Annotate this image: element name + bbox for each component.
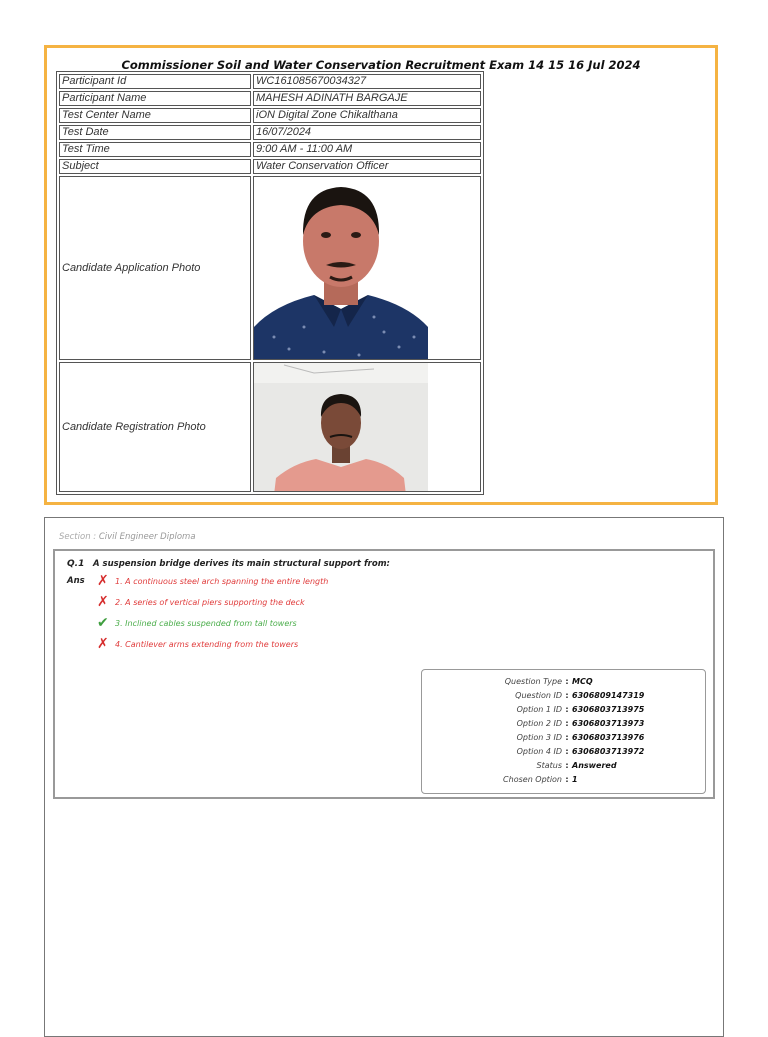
info-label: Test Center Name	[59, 108, 251, 123]
info-label: Test Date	[59, 125, 251, 140]
info-value: MAHESH ADINATH BARGAJE	[253, 91, 481, 106]
meta-label: Option 4 ID	[516, 747, 562, 756]
question-meta-box	[421, 669, 706, 794]
meta-label: Option 1 ID	[516, 705, 562, 714]
application-photo-row	[59, 176, 481, 360]
info-value: WC161085670034327	[253, 74, 481, 89]
meta-row: Option 1 ID : 6306803713975	[422, 705, 707, 719]
section-label	[59, 532, 196, 542]
participant-card	[44, 45, 718, 505]
meta-label: Question ID	[515, 691, 562, 700]
cross-icon: ✗	[97, 573, 109, 589]
section-name: Civil Engineer Diploma	[98, 532, 196, 542]
info-row	[59, 142, 481, 157]
registration-photo-row	[59, 362, 481, 492]
question-text: A suspension bridge derives its main structural support from:	[93, 559, 390, 569]
question-card	[44, 517, 724, 1037]
info-value: iON Digital Zone Chikalthana	[253, 108, 481, 123]
option-text: 1. A continuous steel arch spanning the entire length	[115, 576, 329, 586]
meta-row: Status : Answered	[422, 761, 707, 775]
info-row	[59, 74, 481, 89]
option-text: 2. A series of vertical piers supporting the deck	[115, 597, 305, 607]
meta-value: 6306803713972	[572, 747, 645, 756]
application-photo-label: Candidate Application Photo	[59, 176, 251, 360]
meta-value: 6306803713975	[572, 705, 645, 714]
registration-photo-cell	[253, 362, 481, 492]
info-row	[59, 125, 481, 140]
info-value: Water Conservation Officer	[253, 159, 481, 174]
registration-photo	[254, 363, 428, 492]
check-icon: ✔	[97, 615, 109, 631]
meta-label: Option 2 ID	[516, 719, 562, 728]
meta-label: Chosen Option	[503, 775, 562, 784]
option-text: 3. Inclined cables suspended from tall towers	[115, 618, 297, 628]
section-prefix: Section :	[59, 532, 97, 542]
cross-icon: ✗	[97, 636, 109, 652]
question-panel	[53, 549, 715, 799]
application-photo	[254, 177, 428, 360]
option-text: 4. Cantilever arms extending from the towers	[115, 639, 299, 649]
meta-row: Question Type : MCQ	[422, 677, 707, 691]
meta-row: Chosen Option : 1	[422, 775, 707, 789]
info-value: 9:00 AM - 11:00 AM	[253, 142, 481, 157]
meta-value: 6306809147319	[572, 691, 645, 700]
option-1	[97, 573, 328, 589]
cross-icon: ✗	[97, 594, 109, 610]
info-row	[59, 91, 481, 106]
option-2	[97, 594, 305, 610]
meta-value: 6306803713976	[572, 733, 645, 742]
meta-row: Option 4 ID : 6306803713972	[422, 747, 707, 761]
option-4	[97, 636, 298, 652]
meta-row: Question ID : 6306809147319	[422, 691, 707, 705]
meta-value: 1	[572, 775, 578, 784]
application-photo-cell	[253, 176, 481, 360]
meta-row: Option 2 ID : 6306803713973	[422, 719, 707, 733]
registration-photo-label: Candidate Registration Photo	[59, 362, 251, 492]
meta-label: Status	[536, 761, 562, 770]
info-label: Subject	[59, 159, 251, 174]
meta-row: Option 3 ID : 6306803713976	[422, 733, 707, 747]
option-3	[97, 615, 297, 631]
exam-title: Commissioner Soil and Water Conservation Recruitment Exam 14 15 16 Jul 2024	[121, 58, 641, 72]
meta-label: Question Type	[504, 677, 562, 686]
question-number: Q.1	[67, 559, 85, 569]
info-row	[59, 108, 481, 123]
info-value: 16/07/2024	[253, 125, 481, 140]
participant-info-table	[56, 71, 484, 495]
meta-value: 6306803713973	[572, 719, 645, 728]
answer-label: Ans	[67, 576, 85, 586]
info-label: Test Time	[59, 142, 251, 157]
meta-value: Answered	[572, 761, 617, 770]
info-label: Participant Name	[59, 91, 251, 106]
meta-value: MCQ	[572, 677, 593, 686]
info-row	[59, 159, 481, 174]
meta-label: Option 3 ID	[516, 733, 562, 742]
info-label: Participant Id	[59, 74, 251, 89]
